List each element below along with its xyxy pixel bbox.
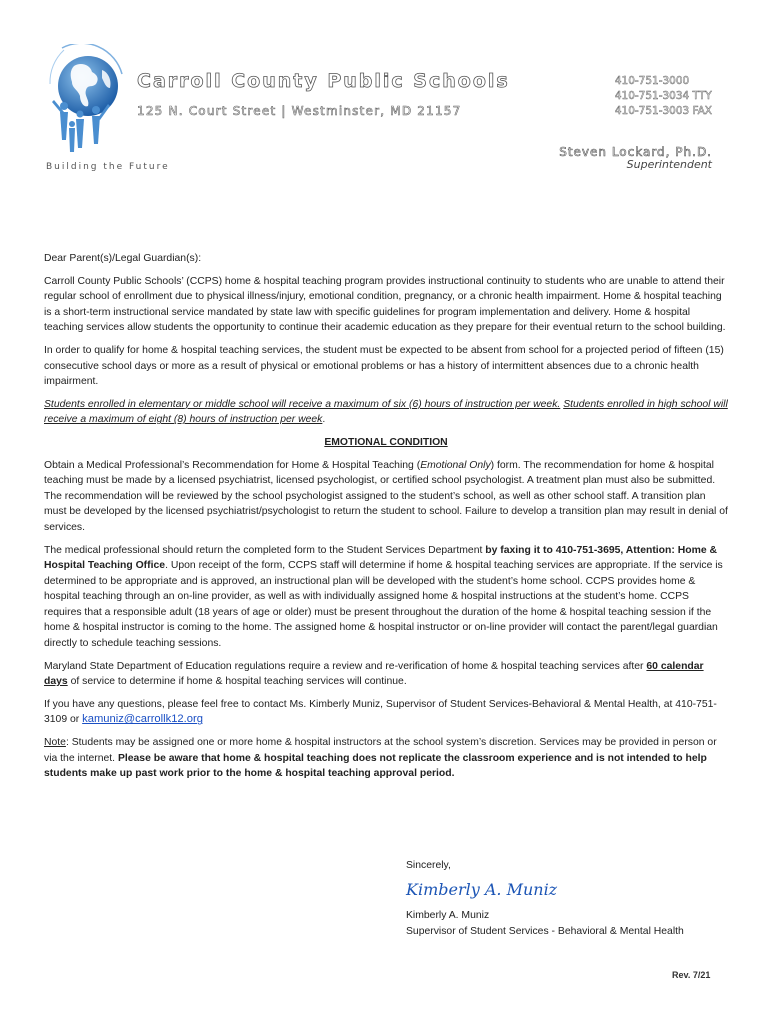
hours-high-school: Students enrolled in high school will receive a maximum of eight (8) hours of instruction per week xyxy=(44,398,728,426)
signer-block xyxy=(406,908,684,940)
paragraph-recommendation: Obtain a Medical Professional’s Recommendation for Home & Hospital Teaching (Emotional Only) form. The recommendation for home & hospital teaching must be made by a licensed psychiatrist, licensed psychologist, or certified school psychologist. A treatment plan must also be submitted. The recommendation will be reviewed by the school psychologist assigned to the student’s school, as well as other school staff. A transition plan must be developed by the licensed psychiatrist/psychologist to return the student to school. Failure to develop a transition plan may result in denial of services. xyxy=(44,459,728,533)
paragraph-hours: Students enrolled in elementary or middle school will receive a maximum of six (6) hours of instruction per week. Students enrolled in high school will receive a maximum of eight (8) hours of instruction per week. xyxy=(44,398,728,426)
salutation: Dear Parent(s)/Legal Guardian(s): xyxy=(44,253,202,264)
letter-body xyxy=(44,251,728,789)
contact-block xyxy=(615,74,712,119)
tty-number: 410-751-3034 TTY xyxy=(614,90,712,102)
note-label: Note xyxy=(44,737,66,749)
paragraph-qualification: In order to qualify for home & hospital teaching services, the student must be expected to be absent from school for a projected period of fifteen (15) consecutive school days or more as a result of physical or emotional problems or has a history of intermittent absences due to a chronic health impairment. xyxy=(44,344,724,388)
ccps-logo xyxy=(44,44,124,164)
org-name: Carroll County Public Schools xyxy=(137,70,510,92)
signature: Kimberly A. Muniz xyxy=(406,880,558,899)
emotional-only-label: Emotional Only xyxy=(420,459,491,471)
email-link[interactable]: kamuniz@carrollk12.org xyxy=(82,713,203,726)
paragraph-contact: If you have any questions, please feel free to contact Ms. Kimberly Muniz, Supervisor of Student Services-Behavioral & Mental Health, at 410-751-3109 or kamuniz@carrollk12.org xyxy=(44,698,717,726)
paragraph-submission: The medical professional should return the completed form to the Student Services Department by faxing it to 410-751-3695, Attention: Home & Hospital Teaching Office. Upon receipt of the form, CCPS staff will determine if home & hospital teaching services are appropriate. If the service is determined to be appropriate and is approved, an instructional plan will be developed with the student’s home school. CCPS provides home & hospital teaching through an on-line provider, as well as with individually assigned home & hospital instructions at the student’s home. CCPS requires that a responsible adult (18 years of age or older) must be present throughout the duration of the home & hospital teaching session if the home & hospital instructor is coming to the home. The assigned home & hospital instructor or on-line provider will contact the parent/legal guardian directly to schedule teaching sessions. xyxy=(44,544,723,650)
hours-elementary-middle: Students enrolled in elementary or middle school will receive a maximum of six (6) hours of instruction per week. xyxy=(44,398,561,410)
fax-number: 410-751-3003 FAX xyxy=(614,105,712,117)
paragraph-reverification: Maryland State Department of Education regulations require a review and re-verification of home & hospital teaching services after 60 calendar days of service to determine if home & hospital teaching services will continue. xyxy=(44,660,704,688)
tagline: Building the Future xyxy=(46,162,170,172)
paragraph-note: Note: Students may be assigned one or more home & hospital instructors at the school system’s discretion. Services may be provided in person or via the internet. Please be aware that home & hospital teaching does not replicate the classroom experience and is not intended to help students make up past work prior to the home & hospital teaching approval period. xyxy=(44,737,717,780)
phone-number: 410-751-3000 xyxy=(614,75,690,87)
superintendent-title: Superintendent xyxy=(626,158,712,171)
org-address: 125 N. Court Street | Westminster, MD 21157 xyxy=(137,104,462,118)
signer-name: Kimberly A. Muniz xyxy=(406,910,490,921)
signer-title: Supervisor of Student Services - Behavioral & Mental Health xyxy=(406,926,684,937)
revision-label: Rev. 7/21 xyxy=(672,970,711,980)
superintendent-name: Steven Lockard, Ph.D. xyxy=(559,145,712,159)
note-emphasis: Please be aware that home & hospital teaching does not replicate the classroom experience and is not intended to help students make up past work prior to the home & hospital teaching approval period. xyxy=(44,752,707,780)
fax-instructions: by faxing it to 410-751-3695, Attention: Home & Hospital Teaching Office xyxy=(44,544,717,572)
calendar-days: 60 calendar days xyxy=(44,660,704,688)
closing: Sincerely, xyxy=(406,860,451,871)
section-heading: EMOTIONAL CONDITION xyxy=(324,436,448,448)
paragraph-intro: Carroll County Public Schools’ (CCPS) home & hospital teaching program provides instructional continuity to students who are unable to attend their regular school of enrollment due to physical illness/injury, emotional condition, pregnancy, or a chronic health impairment. Home & hospital teaching is a short-term instructional service mandated by state law with specific guidelines for program implementation and delivery. Home & hospital teaching services allow students the opportunity to continue their academic education as they prepare for their eventual return to the school building. xyxy=(44,275,726,334)
